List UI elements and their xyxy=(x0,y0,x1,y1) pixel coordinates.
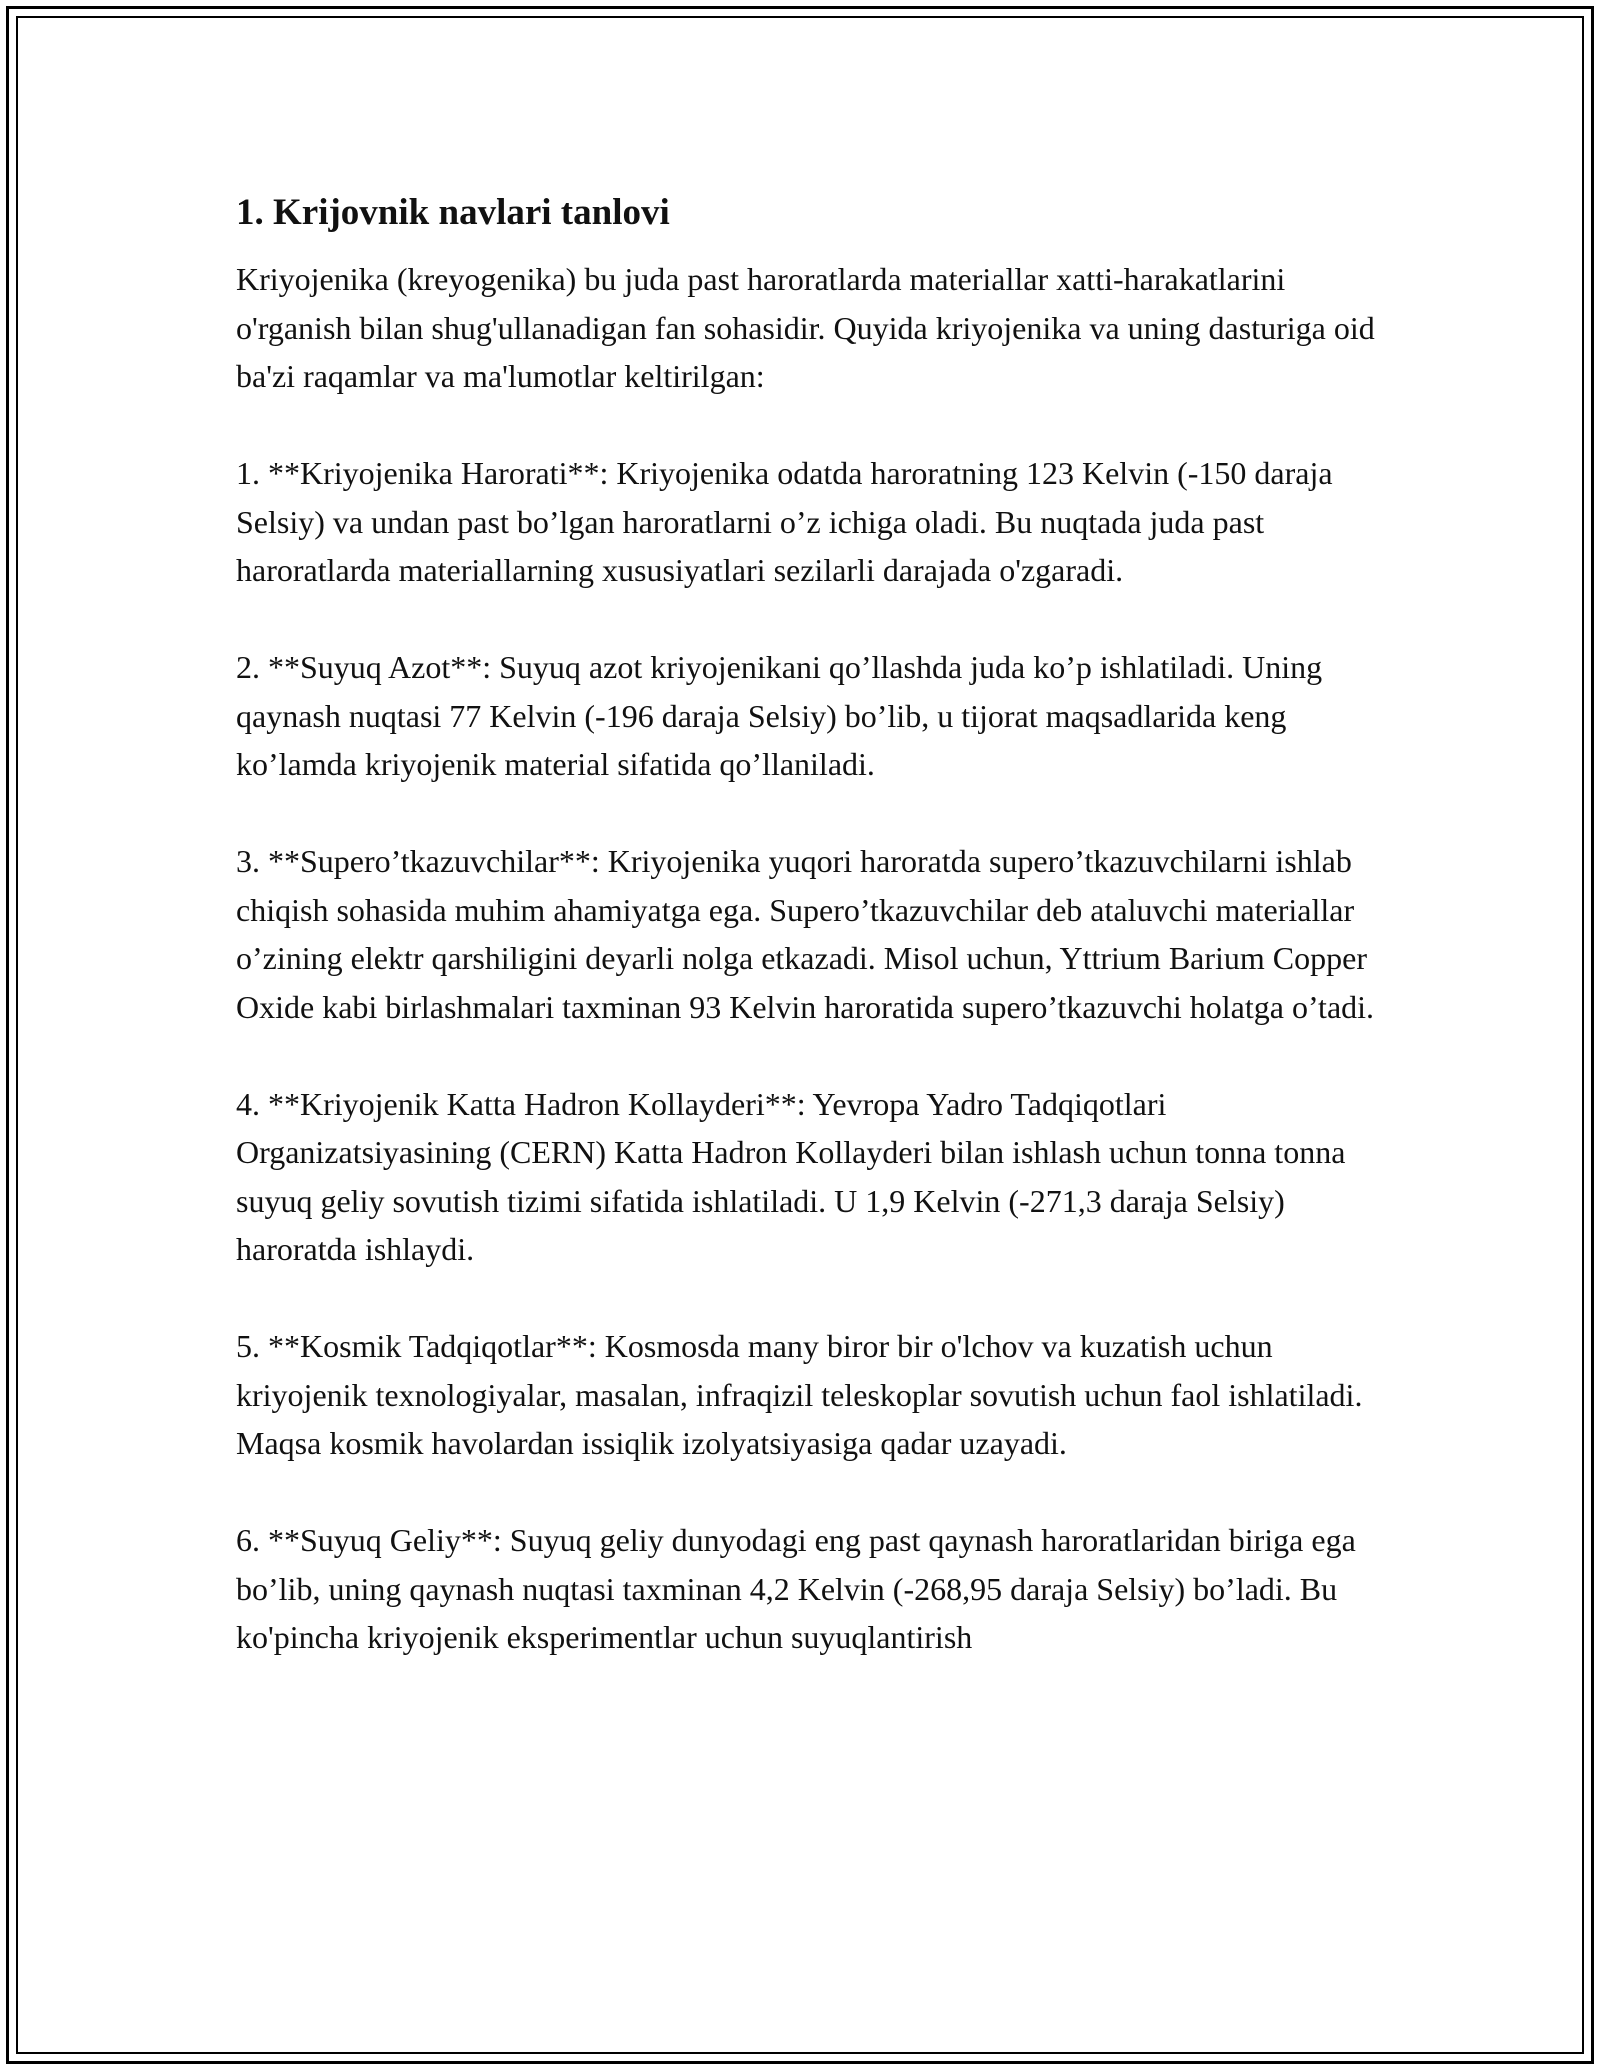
list-item-4: 4. **Kriyojenik Katta Hadron Kollayderi**: Yevropa Yadro Tadqiqotlari Organizatsiyasining (CERN) Katta Hadron Kollayderi bilan ishlash uchun tonna tonna suyuq geliy sovutish tizimi sifatida ishlatiladi. U 1,9 Kelvin (-271,3 daraja Selsiy) haroratda ishlaydi. xyxy=(236,1085,1354,1267)
list-item-1: 1. **Kriyojenika Harorati**: Kriyojenika odatda haroratning 123 Kelvin (-150 daraja Selsiy) va undan past bo’lgan haroratlarni o’z ichiga oladi. Bu nuqtada juda past haroratlarda materiallarning xususiyatlari sezilarli darajada o'zgaradi. xyxy=(236,455,1341,588)
list-item-6: 6. **Suyuq Geliy**: Suyuq geliy dunyodagi eng past qaynash haroratlaridan biriga ega bo’lib, uning qaynash nuqtasi taxminan 4,2 Kelvin (-268,95 daraja Selsiy) bo’ladi. Bu ko'pincha kriyojenik eksperimentlar uchun suyuqlantirish xyxy=(236,1522,1364,1655)
list-item-5: 5. **Kosmik Tadqiqotlar**: Kosmosda many biror bir o'lchov va kuzatish uchun kriyojenik texnologiyalar, masalan, infraqizil teleskoplar sovutish uchun faol ishlatiladi. Maqsa kosmik havolardan issiqlik izolyatsiyasiga qadar uzayadi. xyxy=(236,1328,1371,1461)
section-heading: 1. Krijovnik navlari tanlovi xyxy=(236,192,670,233)
intro-paragraph: Kriyojenika (kreyogenika) bu juda past haroratlarda materiallar xatti-harakatlarini o'rganish bilan shug'ullanadigan fan sohasidir. Quyida kriyojenika va uning dasturiga oid ba'zi raqamlar va ma'lumotlar keltirilgan: xyxy=(236,261,1383,394)
document-body xyxy=(236,185,1383,1710)
list-item-3: 3. **Supero’tkazuvchilar**: Kriyojenika yuqori haroratda supero’tkazuvchilarni ishlab chiqish sohasida muhim ahamiyatga ega. Supero’tkazuvchilar deb ataluvchi materiallar o’zining elektr qarshiligini deyarli nolga etkazadi. Misol uchun, Yttrium Barium Copper Oxide kabi birlashmalari taxminan 93 Kelvin haroratida supero’tkazuvchi holatga o’tadi. xyxy=(236,843,1375,1025)
list-item-2: 2. **Suyuq Azot**: Suyuq azot kriyojenikani qo’llashda juda ko’p ishlatiladi. Uning qaynash nuqtasi 77 Kelvin (-196 daraja Selsiy) bo’lib, u tijorat maqsadlarida keng ko’lamda kriyojenik material sifatida qo’llaniladi. xyxy=(236,649,1331,782)
